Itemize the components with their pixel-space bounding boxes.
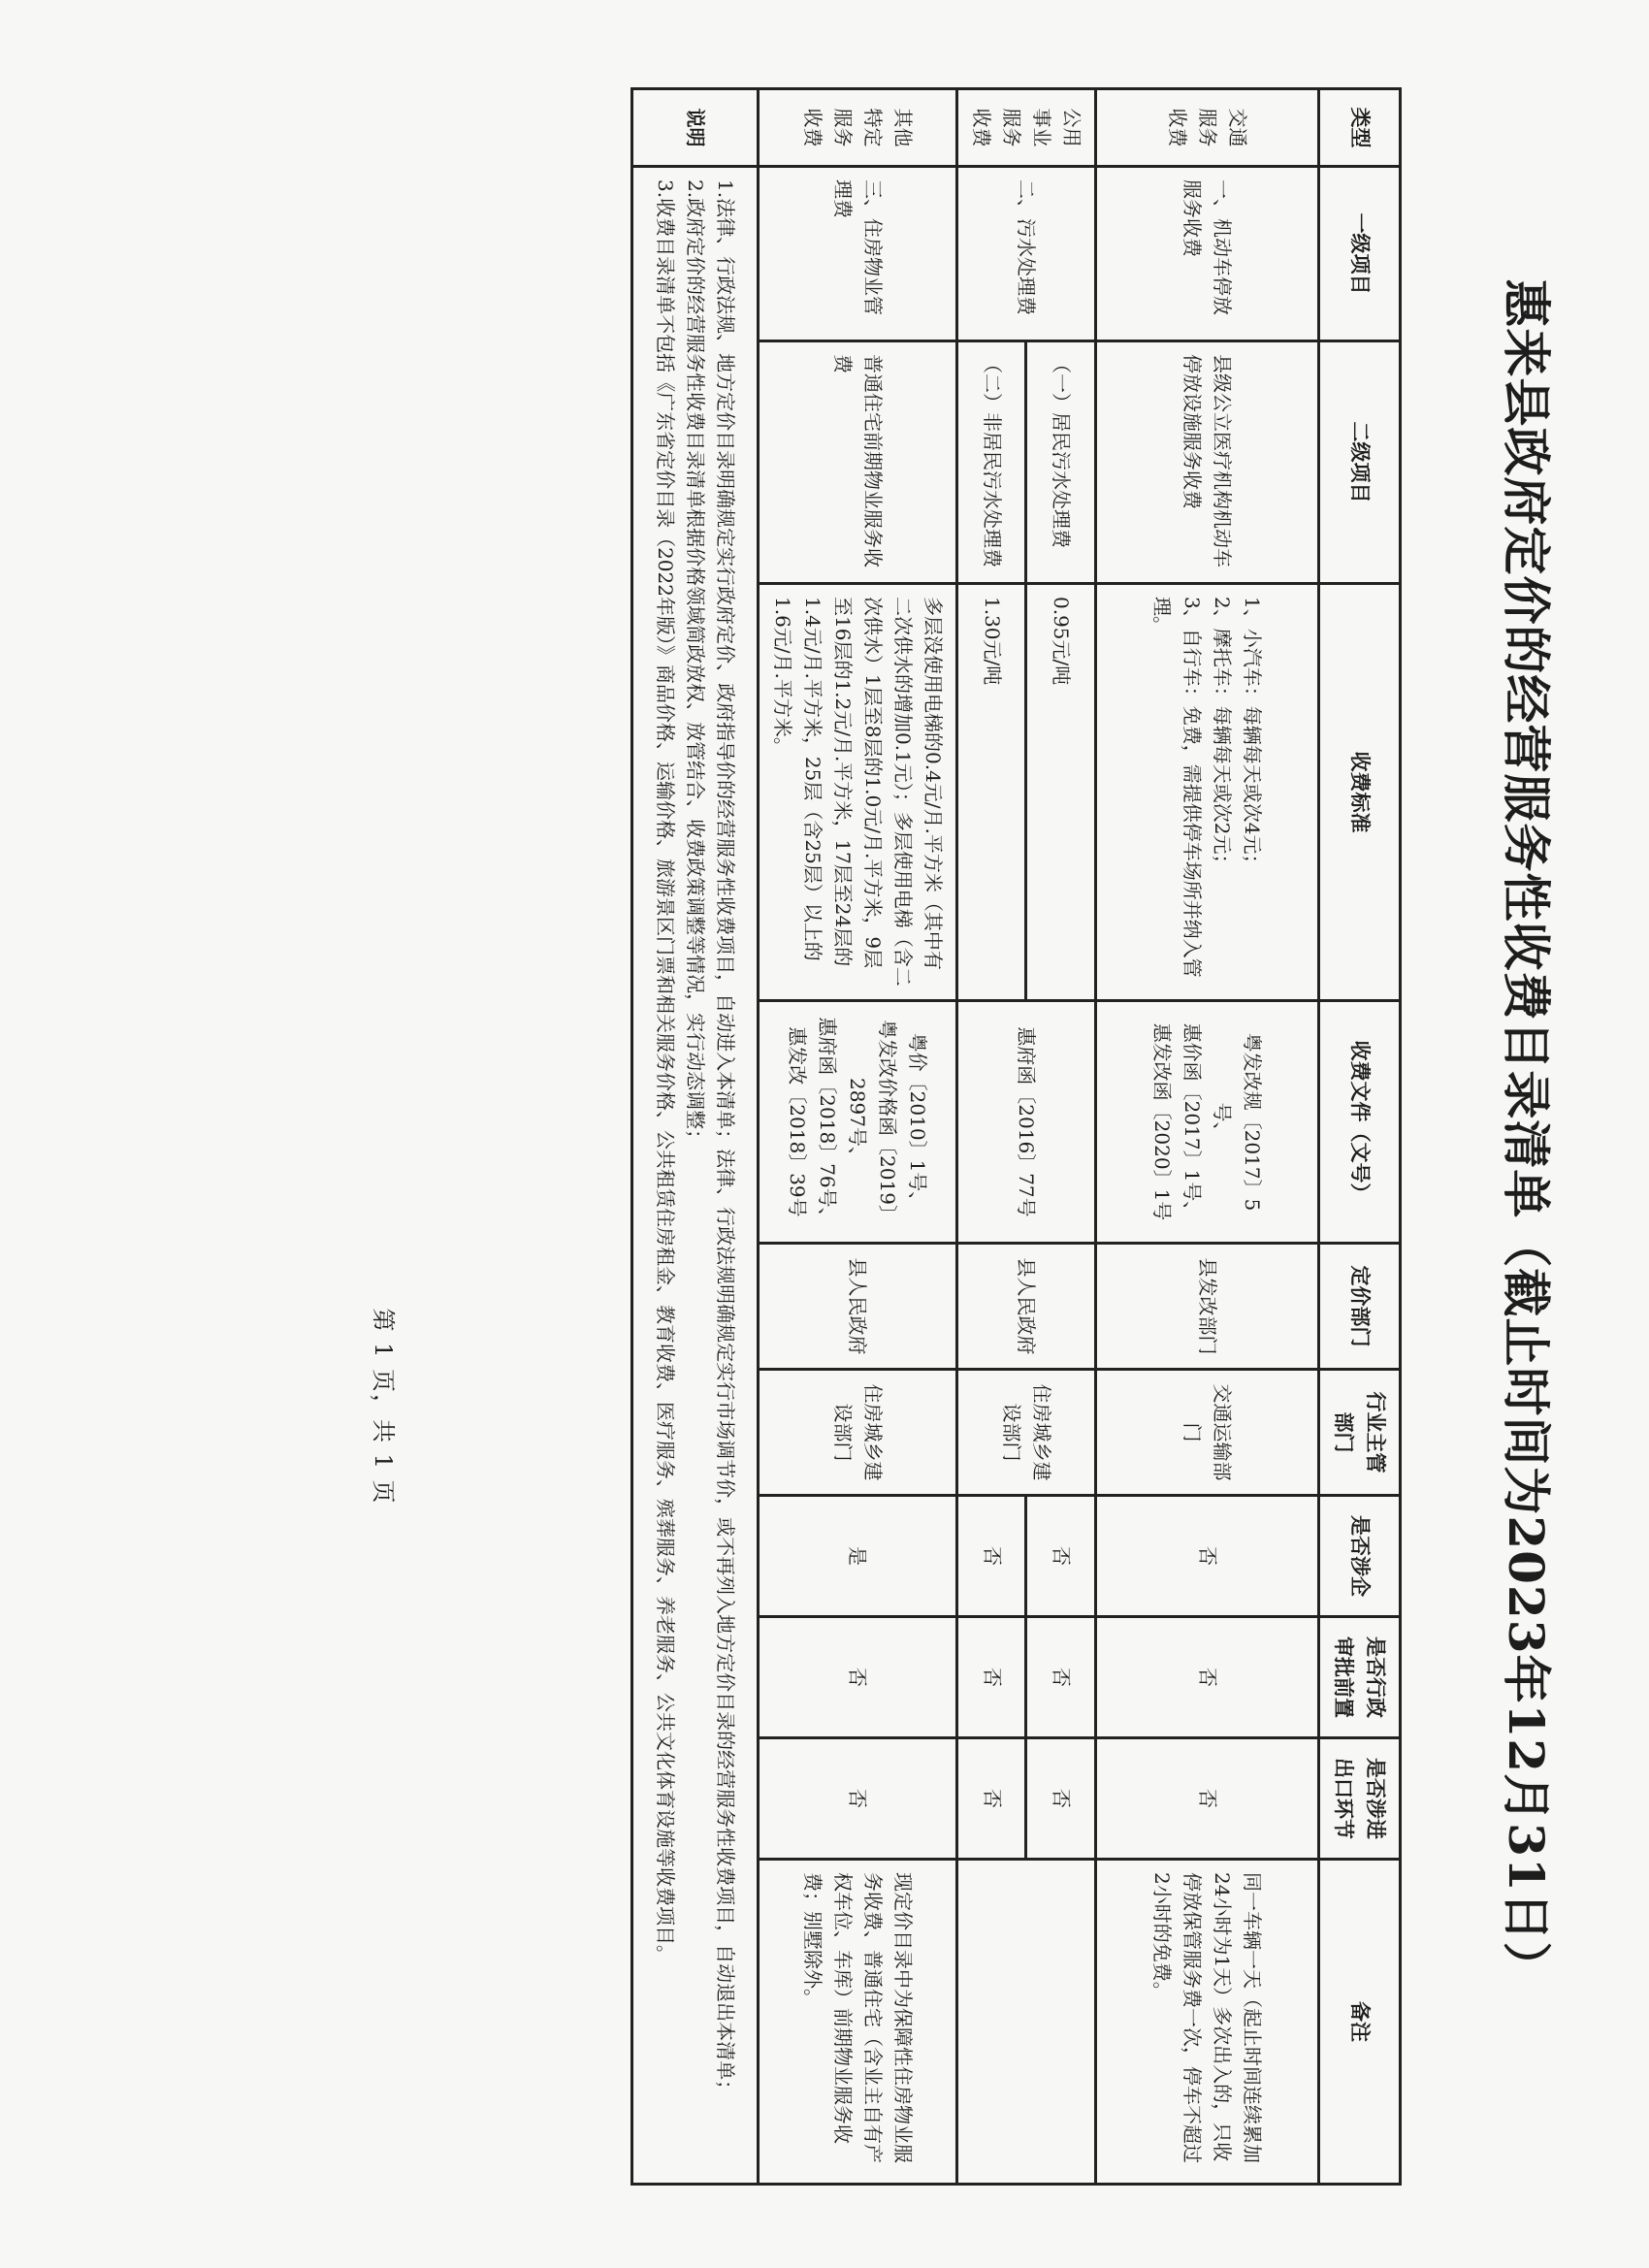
cell-export: 否 — [956, 1738, 1026, 1860]
cell-level2: 普通住宅前期物业服务收费 — [758, 341, 956, 584]
header-remarks: 备注 — [1318, 1860, 1400, 2185]
note-item: 3.收费目录清单不包括《广东省定价目录（2022年版）》商品价格、运输价格、旅游景区门票和相关服务价格、公共租赁住房租金、教育收费、医疗服务、殡葬服务、养老服务、公共文化体育设施等收费项目。 — [653, 179, 677, 1964]
cell-level1: 三、住房物业管理费 — [758, 167, 956, 341]
cell-level2: 县级公立医疗机构机动车停放设施服务收费 — [1095, 341, 1318, 584]
cell-admin-approval: 否 — [758, 1617, 956, 1738]
cell-level1: 一、机动车停放服务收费 — [1095, 167, 1318, 341]
page-number: 第 1 页，共 1 页 — [370, 1308, 397, 1506]
cell-type: 公用事业服务收费 — [956, 89, 1095, 167]
cell-admin-approval: 否 — [1095, 1617, 1318, 1738]
cell-industry-dept: 住房城乡建设部门 — [758, 1370, 956, 1496]
cell-type: 其他特定服务收费 — [758, 89, 956, 167]
doc-line: 粤发改规〔2017〕5号、 — [1211, 1032, 1265, 1212]
doc-line: 惠发改〔2018〕39号 — [786, 1026, 810, 1217]
notes-label: 说明 — [631, 89, 758, 167]
notes-content — [631, 167, 758, 2185]
cell-level2: （一）居民污水处理费 — [1026, 341, 1096, 584]
standard-line: 2、摩托车：每辆每天或次2元； — [1211, 597, 1235, 874]
header-docs: 收费文件（文号） — [1318, 1001, 1400, 1244]
table-header-row — [1318, 89, 1400, 2185]
table-row — [1026, 89, 1096, 2185]
cell-level2: （二）非居民污水处理费 — [956, 341, 1026, 584]
doc-line: 惠发改函〔2020〕1号 — [1150, 1022, 1175, 1221]
header-industry-dept: 行业主管部门 — [1318, 1370, 1400, 1496]
cell-admin-approval: 否 — [1026, 1617, 1096, 1738]
cell-standard: 0.95元/吨 — [1026, 584, 1096, 1001]
doc-line: 惠府函〔2018〕76号、 — [816, 1017, 840, 1227]
cell-docs — [1095, 1001, 1318, 1244]
header-type: 类型 — [1318, 89, 1400, 167]
cell-industry-dept: 住房城乡建设部门 — [956, 1370, 1095, 1496]
cell-type: 交通服务收费 — [1095, 89, 1318, 167]
header-pricing-dept: 定价部门 — [1318, 1244, 1400, 1370]
cell-enterprise: 是 — [758, 1496, 956, 1617]
rotated-sheet — [228, 87, 1576, 2183]
cell-remarks — [956, 1860, 1095, 2185]
cell-docs: 惠府函〔2016〕77号 — [956, 1001, 1095, 1244]
doc-line: 粤价〔2010〕1号、 — [906, 1032, 930, 1212]
cell-pricing-dept: 县人民政府 — [956, 1244, 1095, 1370]
cell-standard: 1.30元/吨 — [956, 584, 1026, 1001]
cell-docs — [758, 1001, 956, 1244]
header-export: 是否涉进出口环节 — [1318, 1738, 1400, 1860]
header-level2: 二级项目 — [1318, 341, 1400, 584]
header-enterprise: 是否涉企 — [1318, 1496, 1400, 1617]
standard-line: 3、自行车：免费，需提供停车场所并纳入管理。 — [1150, 597, 1205, 978]
table-row — [1095, 89, 1318, 2185]
cell-enterprise: 否 — [1095, 1496, 1318, 1617]
header-admin-approval: 是否行政审批前置 — [1318, 1617, 1400, 1738]
cell-admin-approval: 否 — [956, 1617, 1026, 1738]
cell-enterprise: 否 — [956, 1496, 1026, 1617]
doc-line: 惠价函〔2017〕1号、 — [1180, 1022, 1205, 1221]
cell-pricing-dept: 县人民政府 — [758, 1244, 956, 1370]
header-standard: 收费标准 — [1318, 584, 1400, 1001]
standard-line: 1、小汽车：每辆每天或次4元； — [1241, 597, 1265, 874]
note-item: 2.政府定价的经营服务性收费目录清单根据价格领域简政放权、放管结合、收费政策调整等情况，实行动态调整； — [683, 179, 707, 1150]
cell-industry-dept: 交通运输部门 — [1095, 1370, 1318, 1496]
cell-level1: 二、污水处理费 — [956, 167, 1095, 341]
cell-standard: 多层没使用电梯的0.4元/月.平方米（其中有二次供水的增加0.1元）；多层使用电梯（含二次供水）1层至8层的1.0元/月.平方米，9层至16层的1.2元/月.平方米，17层至24层的1.4元/月.平方米，25层（含25层）以上的1.6元/月.平方米。 — [758, 584, 956, 1001]
page-title: 惠来县政府定价的经营服务性收费目录清单（截止时间为2023年12月31日） — [1498, 278, 1555, 1992]
table-row — [758, 89, 956, 2185]
doc-line: 粤发改价格函〔2019〕2897号、 — [846, 1020, 900, 1224]
fee-catalog-table — [630, 87, 1402, 2186]
note-item: 1.法律、行政法规、地方定价目录明确规定实行政府定价、政府指导价的经营服务性收费项目，自动进入本清单；法律、行政法规明确规定实行市场调节价，或不再列入地方定价目录的经营服务性收费项目，自动退出本清单； — [713, 179, 737, 2100]
cell-export: 否 — [758, 1738, 956, 1860]
cell-remarks: 现定价目录中为保障性住房物业服务收费、普通住宅（含业主自有产权车位、车库）前期物业服务收费；别墅除外。 — [758, 1860, 956, 2185]
header-level1: 一级项目 — [1318, 167, 1400, 341]
notes-row — [631, 89, 758, 2185]
cell-export: 否 — [1026, 1738, 1096, 1860]
cell-enterprise: 否 — [1026, 1496, 1096, 1617]
cell-remarks: 同一车辆一天（起止时间连续累加24小时为1天）多次出入的，只收停放保管服务费一次，停车不超过2小时的免费。 — [1095, 1860, 1318, 2185]
cell-pricing-dept: 县发改部门 — [1095, 1244, 1318, 1370]
cell-export: 否 — [1095, 1738, 1318, 1860]
cell-standard — [1095, 584, 1318, 1001]
